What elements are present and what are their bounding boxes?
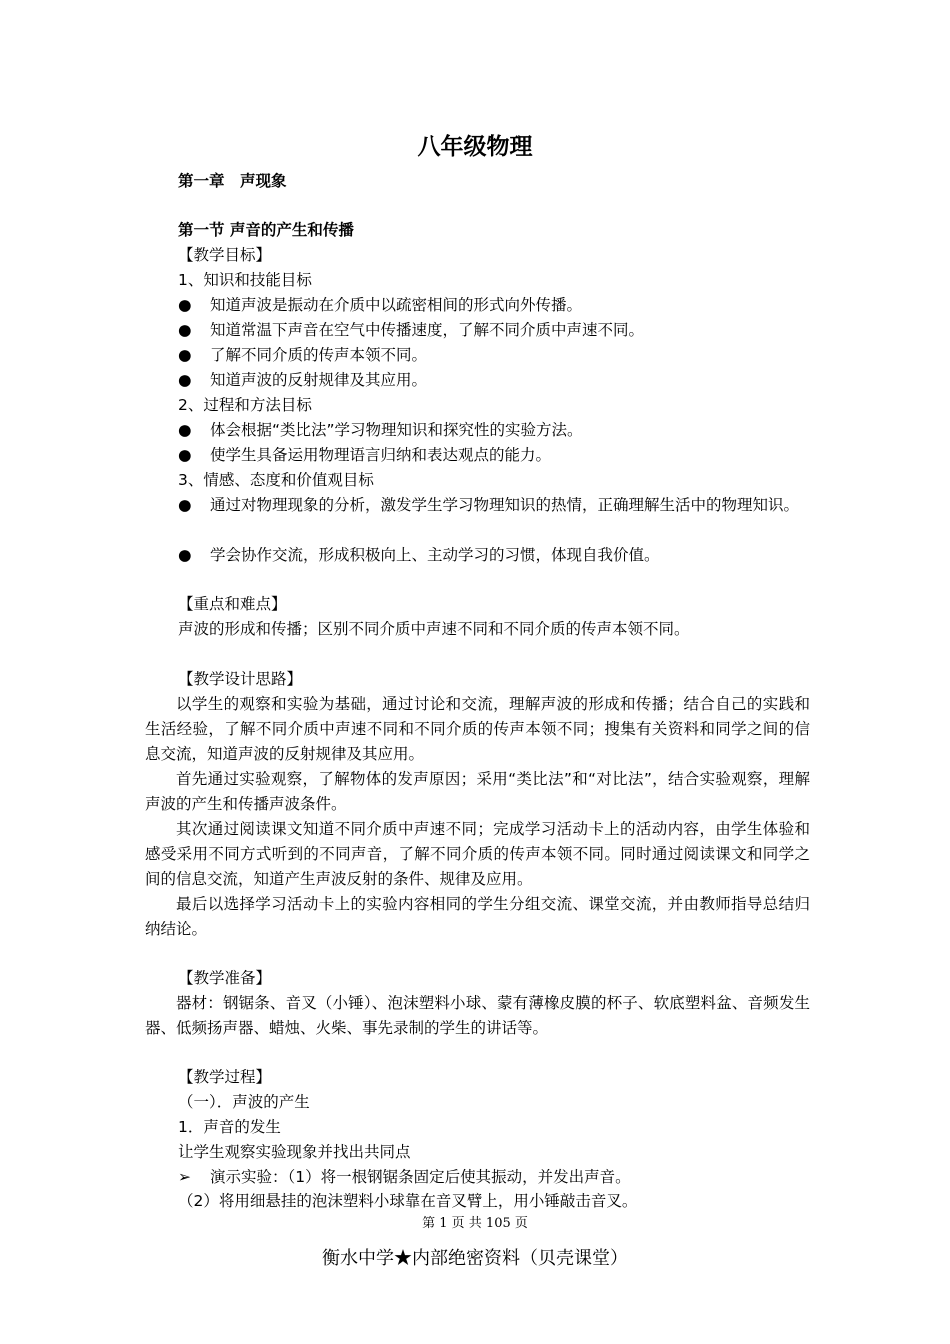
bullet-icon: ● — [178, 421, 192, 439]
bullet-icon: ● — [178, 346, 192, 364]
bullet-icon: ● — [178, 496, 192, 514]
bullet-icon: ● — [178, 371, 192, 389]
design-paragraph: 以学生的观察和实验为基础，通过讨论和交流，理解声波的形成和传播；结合自己的实践和生活经验，了解不同介质中声速不同和不同介质的传声本领不同；搜集有关资料和同学之间的信息交流，知道声波的反射规律及其应用。 — [145, 695, 810, 763]
process-item: 使学生具备运用物理语言归纳和表达观点的能力。 — [210, 446, 552, 464]
design-paragraph: 首先通过实验观察，了解物体的发声原因；采用“类比法”和“对比法”，结合实验观察，理解声波的产生和传播声波条件。 — [145, 770, 810, 813]
process-subheading: 1．声音的发生 — [178, 1118, 281, 1136]
process-goals-heading: 2、过程和方法目标 — [178, 396, 312, 414]
process-heading: 【教学过程】 — [178, 1068, 272, 1086]
bullet-icon: ● — [178, 296, 192, 314]
emotion-item: 通过对物理现象的分析，激发学生学习物理知识的热情，正确理解生活中的物理知识。 — [210, 496, 800, 514]
design-paragraph: 最后以选择学习活动卡上的实验内容相同的学生分组交流、课堂交流，并由教师指导总结归纳结论。 — [145, 895, 810, 938]
goals-heading: 【教学目标】 — [178, 246, 272, 264]
knowledge-item: 知道常温下声音在空气中传播速度，了解不同介质中声速不同。 — [210, 321, 645, 339]
page-number: 第 1 页 共 105 页 — [422, 1216, 528, 1231]
emotion-item: 学会协作交流，形成积极向上、主动学习的习惯，体现自我价值。 — [210, 546, 660, 564]
demo-text: 演示实验：（1）将一根钢锯条固定后使其振动，并发出声音。 — [210, 1168, 631, 1186]
design-paragraph: 其次通过阅读课文知道不同介质中声速不同；完成学习活动卡上的活动内容，由学生体验和感受采用不同方式听到的不同声音，了解不同介质的传声本领不同。同时通过阅读课文和同学之间的信息交流，知道产生声波反射的条件、规律及应用。 — [145, 820, 810, 888]
preparation-heading: 【教学准备】 — [178, 969, 272, 987]
footer-brand: 衡水中学★内部绝密资料（贝壳课堂） — [322, 1248, 628, 1269]
process-item: 体会根据“类比法”学习物理知识和探究性的实验方法。 — [210, 421, 583, 439]
knowledge-item: 了解不同介质的传声本领不同。 — [210, 346, 428, 364]
arrow-icon: ➢ — [178, 1168, 191, 1186]
bullet-icon: ● — [178, 446, 192, 464]
knowledge-item: 知道声波的反射规律及其应用。 — [210, 371, 428, 389]
bullet-icon: ● — [178, 321, 192, 339]
section-heading: 第一节 声音的产生和传播 — [178, 221, 354, 239]
knowledge-item: 知道声波是振动在介质中以疏密相间的形式向外传播。 — [210, 296, 583, 314]
process-intro: 让学生观察实验现象并找出共同点 — [178, 1143, 411, 1161]
design-heading: 【教学设计思路】 — [178, 670, 303, 688]
key-points-text: 声波的形成和传播；区别不同介质中声速不同和不同介质的传声本领不同。 — [178, 620, 690, 638]
demo-text-2: （2）将用细悬挂的泡沫塑料小球靠在音叉臂上，用小锤敲击音叉。 — [178, 1192, 638, 1210]
chapter-heading: 第一章 声现象 — [178, 172, 287, 190]
bullet-icon: ● — [178, 546, 192, 564]
page-title: 八年级物理 — [417, 134, 533, 160]
emotion-goals-heading: 3、情感、态度和价值观目标 — [178, 471, 374, 489]
knowledge-heading: 1、知识和技能目标 — [178, 271, 312, 289]
preparation-text: 器材：钢锯条、音叉（小锤）、泡沫塑料小球、蒙有薄橡皮膜的杯子、软底塑料盆、音频发生器、低频扬声器、蜡烛、火柴、事先录制的学生的讲话等。 — [145, 994, 810, 1037]
process-subheading: （一）．声波的产生 — [178, 1093, 310, 1111]
key-points-heading: 【重点和难点】 — [178, 595, 287, 613]
